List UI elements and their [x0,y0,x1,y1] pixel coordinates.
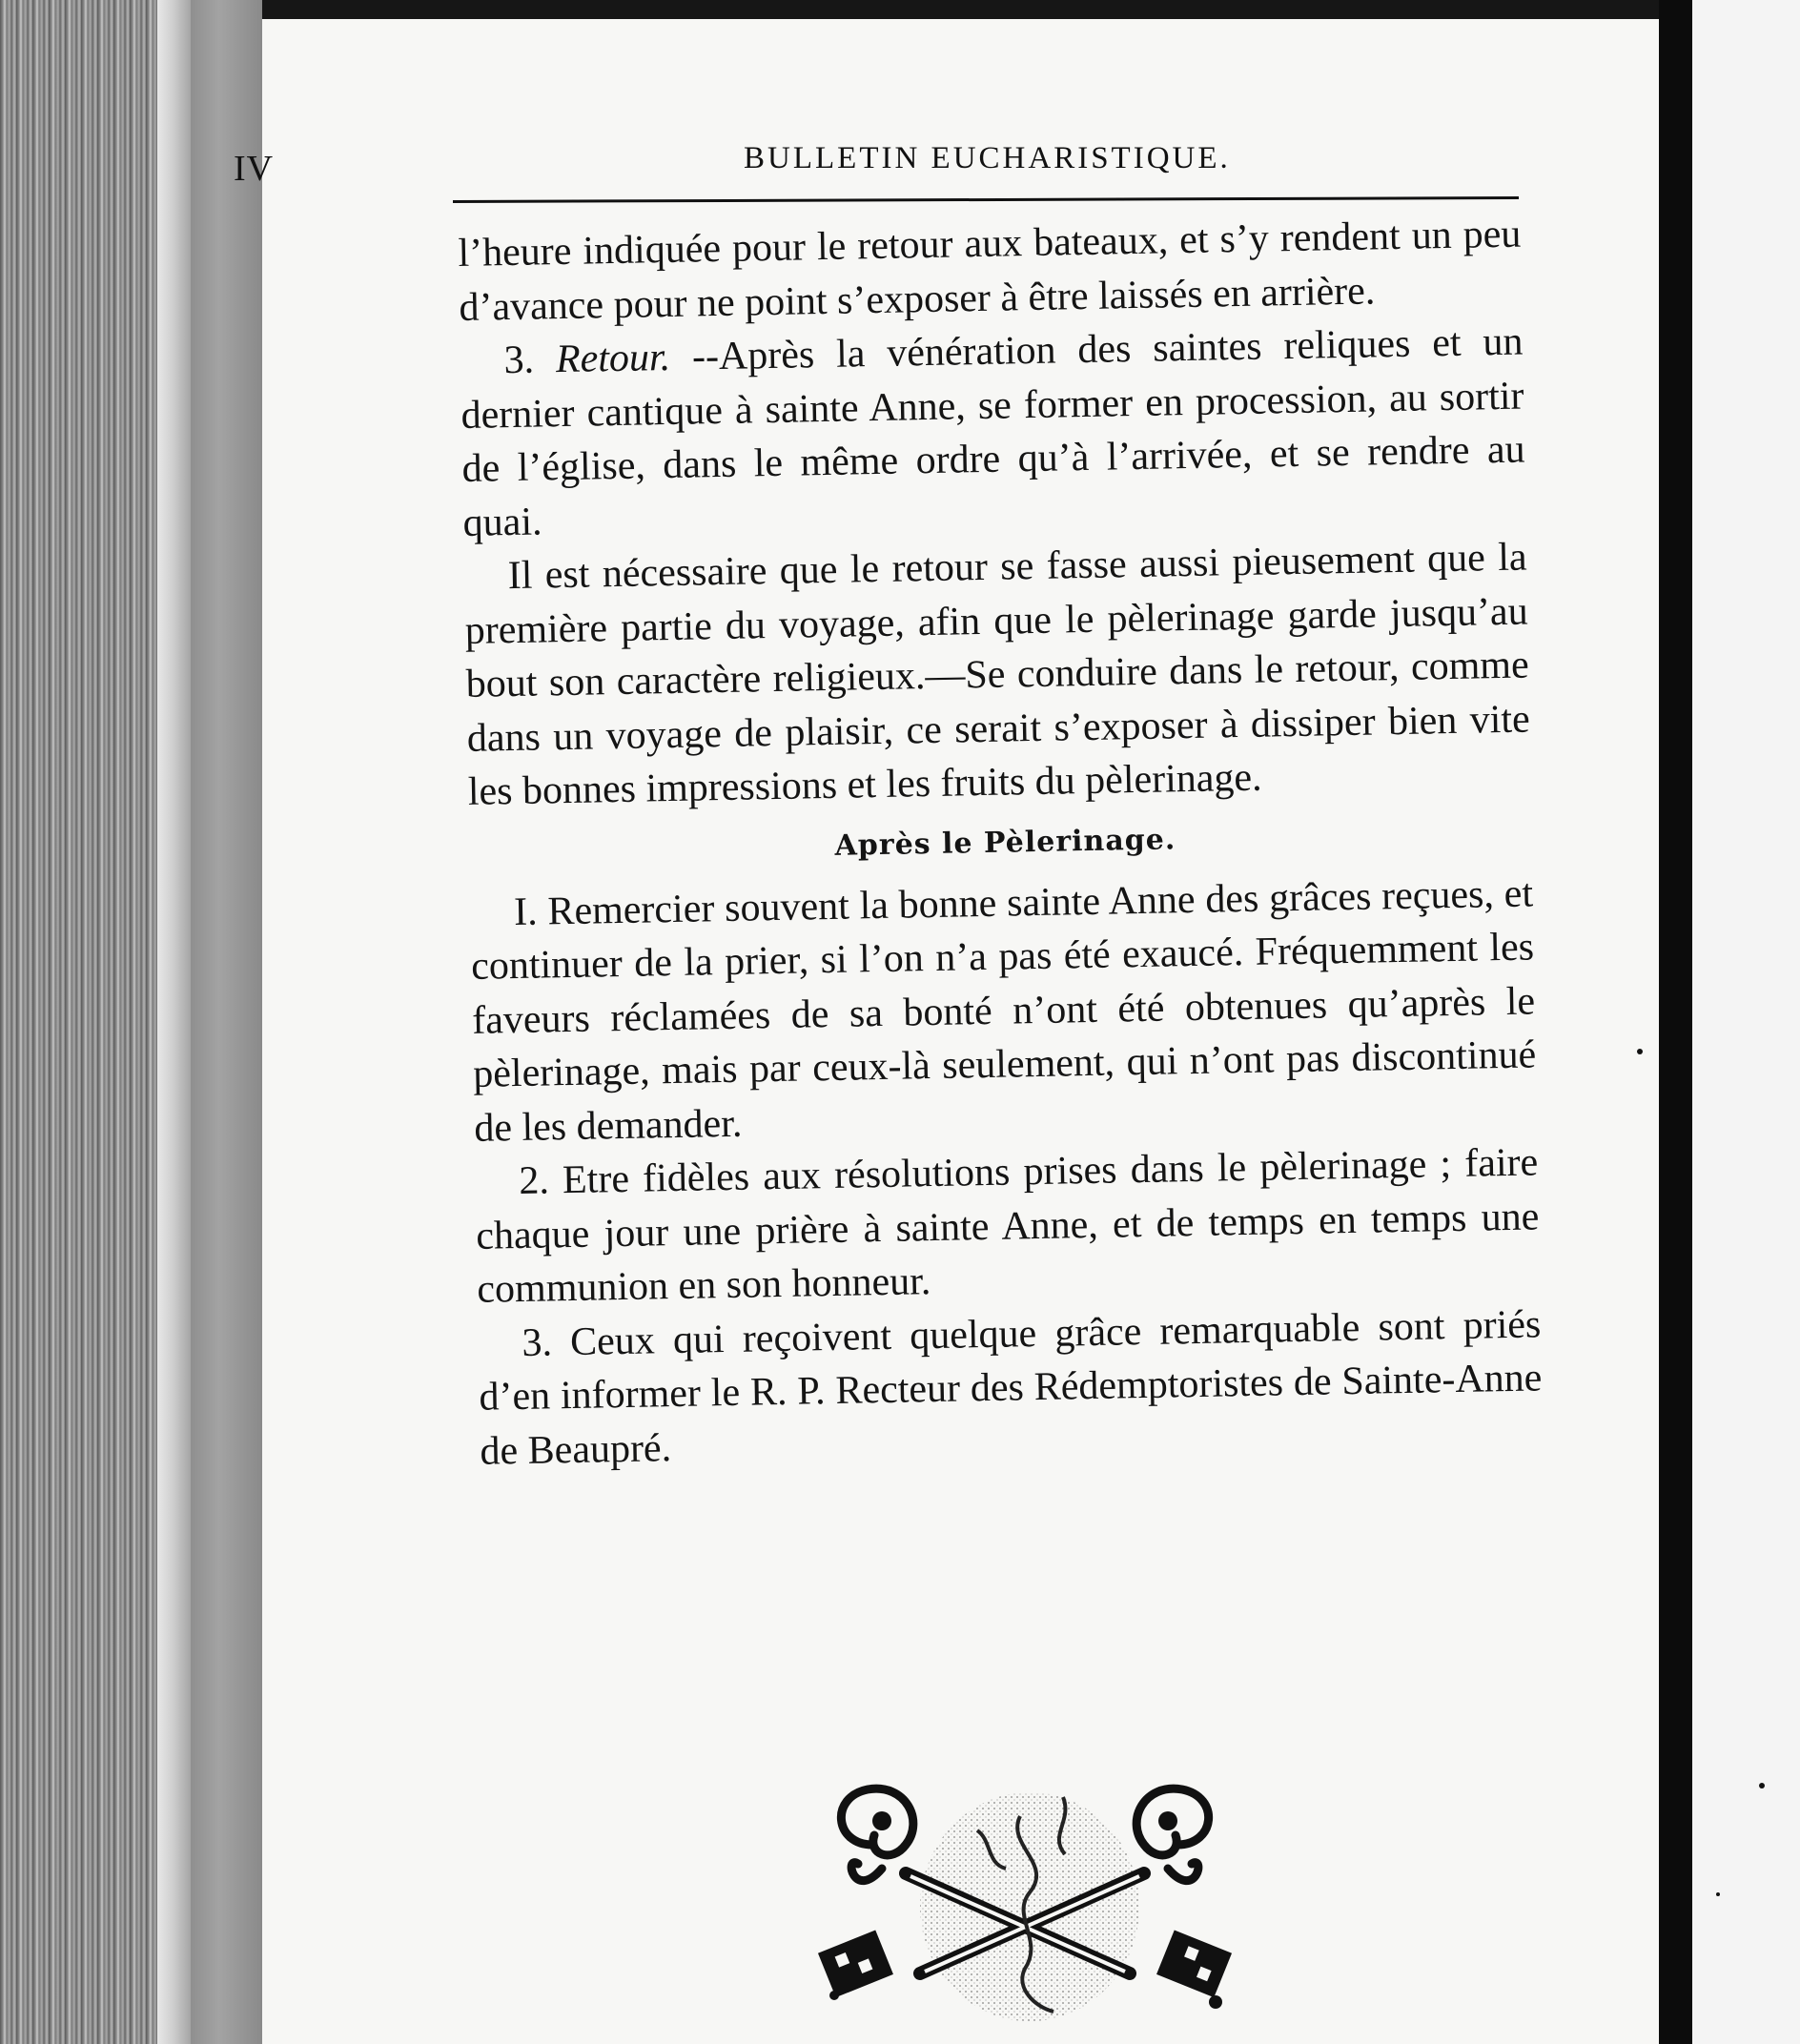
facing-page-strip [1692,0,1800,2044]
paragraph-label: Retour. [555,335,671,382]
book-board [191,0,262,2044]
scan-speck [1759,1783,1765,1788]
list-item: I. Remercier souvent la bonne sainte Anne des grâces reçues, et continuer de la prier, si l’on n’a pas été exaucé. Fréquemment les faveurs réclamées de sa bonté n’ont été obtenues qu’après le pèlerinage, mais par ceux-là seulement, qui n’ont pas discontinué de les demander. [470,870,1537,1151]
scan-speck [1716,1892,1720,1896]
list-item: 2. Etre fidèles aux résolutions prises dans le pèlerinage ; faire chaque jour une prière à sainte Anne, et de temps en temps une communion en son honneur. [475,1140,1540,1312]
book-edge-shade [157,0,195,2044]
paragraph-number: 3. [503,337,535,383]
running-head-title: BULLETIN EUCHARISTIQUE. [744,141,1231,175]
paragraph-continuation: l’heure indiquée pour le retour aux bateaux, et s’y rendent un peu d’avance pour ne point s’exposer à être laissés en arrière. [458,212,1522,330]
paragraph-retour-text: --Après la vénération des saintes reliques et un dernier cantique à sainte Anne, se former en procession, au sortir de l’église, dans le même ordre qu’à l’arrivée, et se rendre au quai. [460,319,1525,545]
page-body [458,208,1544,1479]
scan-speck [1637,1049,1643,1054]
section-heading: Après le Pèlerinage. [834,822,1176,863]
crossed-keys-icon [815,1778,1235,2035]
paragraph-return-advice: Il est nécessaire que le retour se fasse aussi pieusement que la première partie du voyage, afin que le pèlerinage garde jusqu’au bout son caractère religieux.—Se conduire dans le retour, comme dans un voyage de plaisir, ce serait s’exposer à dissiper bien vite les bonnes impressions et les fruits du pèlerinage. [464,535,1531,814]
list-item: 3. Ceux qui reçoivent quelque grâce remarquable sont priés d’en informer le R. P. Recteur des Rédemptoristes de Sainte-Anne de Beaupré. [479,1301,1543,1474]
page-folio: IV [234,149,275,189]
paragraph-retour [460,316,1526,550]
